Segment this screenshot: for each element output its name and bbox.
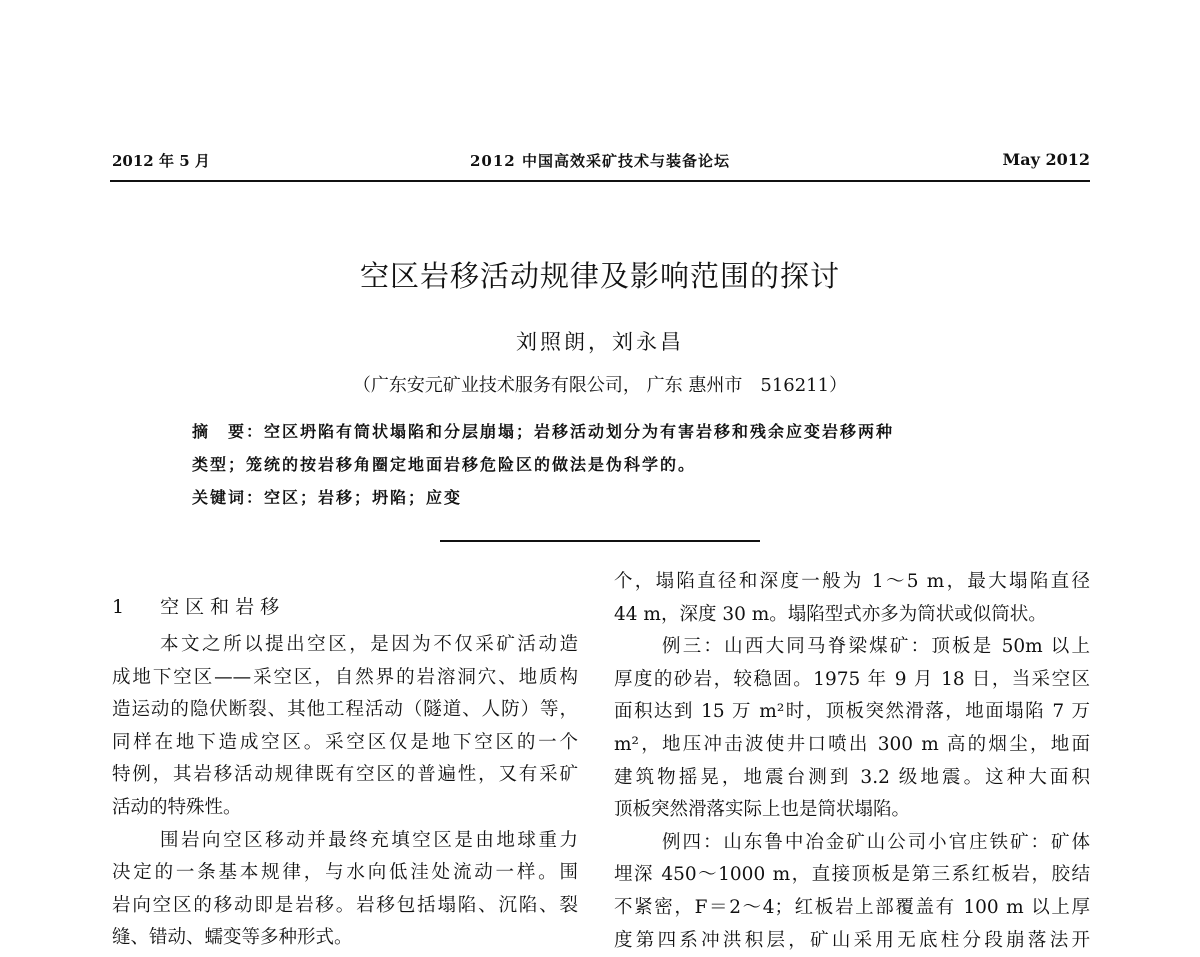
keywords-text: 空区；岩移；坍陷；应变	[264, 488, 463, 507]
header-date: 2012 年 5 月	[112, 152, 210, 170]
text-line: 例四：山东鲁中冶金矿山公司小官庄铁矿：矿体	[662, 831, 1090, 853]
text-line: 44 m，深度 30 m。塌陷型式亦多为筒状或似筒状。	[614, 603, 1047, 625]
right-column	[614, 566, 1090, 957]
paper-title: 空区岩移活动规律及影响范围的探讨	[359, 259, 840, 293]
text-line: 建筑物摇晃，地震台测到 3.2 级地震。这种大面积	[614, 766, 1090, 788]
separator-rule	[440, 540, 760, 542]
text-line: 顶板突然滑落实际上也是筒状塌陷。	[614, 799, 911, 821]
text-line: 成地下空区——采空区，自然界的岩溶洞穴、地质构	[112, 666, 578, 688]
keywords	[192, 485, 462, 508]
authors: 刘照朗，刘永昌	[516, 330, 684, 354]
text-line: 缝、错动、蠕变等多种形式。	[112, 927, 353, 949]
text-line: 例三：山西大同马脊梁煤矿：顶板是 50m 以上	[662, 636, 1090, 658]
affiliation: （广东安元矿业技术服务有限公司， 广东 惠州市 516211）	[352, 375, 848, 396]
text-line: 厚度的砂岩，较稳固。1975 年 9 月 18 日，当采空区	[614, 668, 1090, 690]
section-title: 空区和岩移	[160, 596, 286, 618]
header-conference: 2012 中国高效采矿技术与装备论坛	[470, 152, 730, 170]
text-line: 同样在地下造成空区。采空区仅是地下空区的一个	[112, 731, 578, 753]
text-line: 个，塌陷直径和深度一般为 1～5 m，最大塌陷直径	[614, 571, 1090, 592]
text-line: 岩向空区的移动即是岩移。岩移包括塌陷、沉陷、裂	[112, 894, 578, 916]
text-line: 围岩向空区移动并最终充填空区是由地球重力	[160, 829, 578, 851]
abstract-line-1	[192, 419, 894, 442]
text-line: 活动的特殊性。	[112, 796, 242, 818]
text-line: 造运动的隐伏断裂、其他工程活动（隧道、人防）等，	[112, 699, 578, 721]
abstract-line-2: 类型；笼统的按岩移角圈定地面岩移危险区的做法是伪科学的。	[192, 455, 697, 474]
text-line: m²，地压冲击波使井口喷出 300 m 高的烟尘，地面	[614, 733, 1090, 755]
section-heading	[112, 592, 285, 619]
text-line: 决定的一条基本规律，与水向低洼处流动一样。围	[112, 862, 578, 884]
keywords-label: 关键词：	[192, 488, 265, 507]
text-line: 本文之所以提出空区，是因为不仅采矿活动造	[160, 634, 578, 655]
text-line: 度第四系冲洪积层，矿山采用无底柱分段崩落法开	[614, 929, 1090, 951]
abstract-text: 空区坍陷有筒状塌陷和分层崩塌；岩移活动划分为有害岩移和残余应变岩移两种	[264, 422, 895, 441]
abstract-label: 摘 要：	[192, 422, 265, 441]
text-line: 不紧密，F＝2～4；红板岩上部覆盖有 100 m 以上厚	[614, 896, 1090, 918]
text-line: 面积达到 15 万 m²时，顶板突然滑落，地面塌陷 7 万	[614, 701, 1090, 723]
section-number: 1	[112, 596, 131, 618]
text-line: 特例，其岩移活动规律既有空区的普遍性，又有采矿	[112, 764, 578, 786]
text-line: 埋深 450～1000 m，直接顶板是第三系红板岩，胶结	[614, 864, 1090, 886]
header-date-en: May 2012	[1002, 150, 1090, 169]
left-column	[112, 629, 578, 955]
header-rule	[110, 180, 1090, 182]
